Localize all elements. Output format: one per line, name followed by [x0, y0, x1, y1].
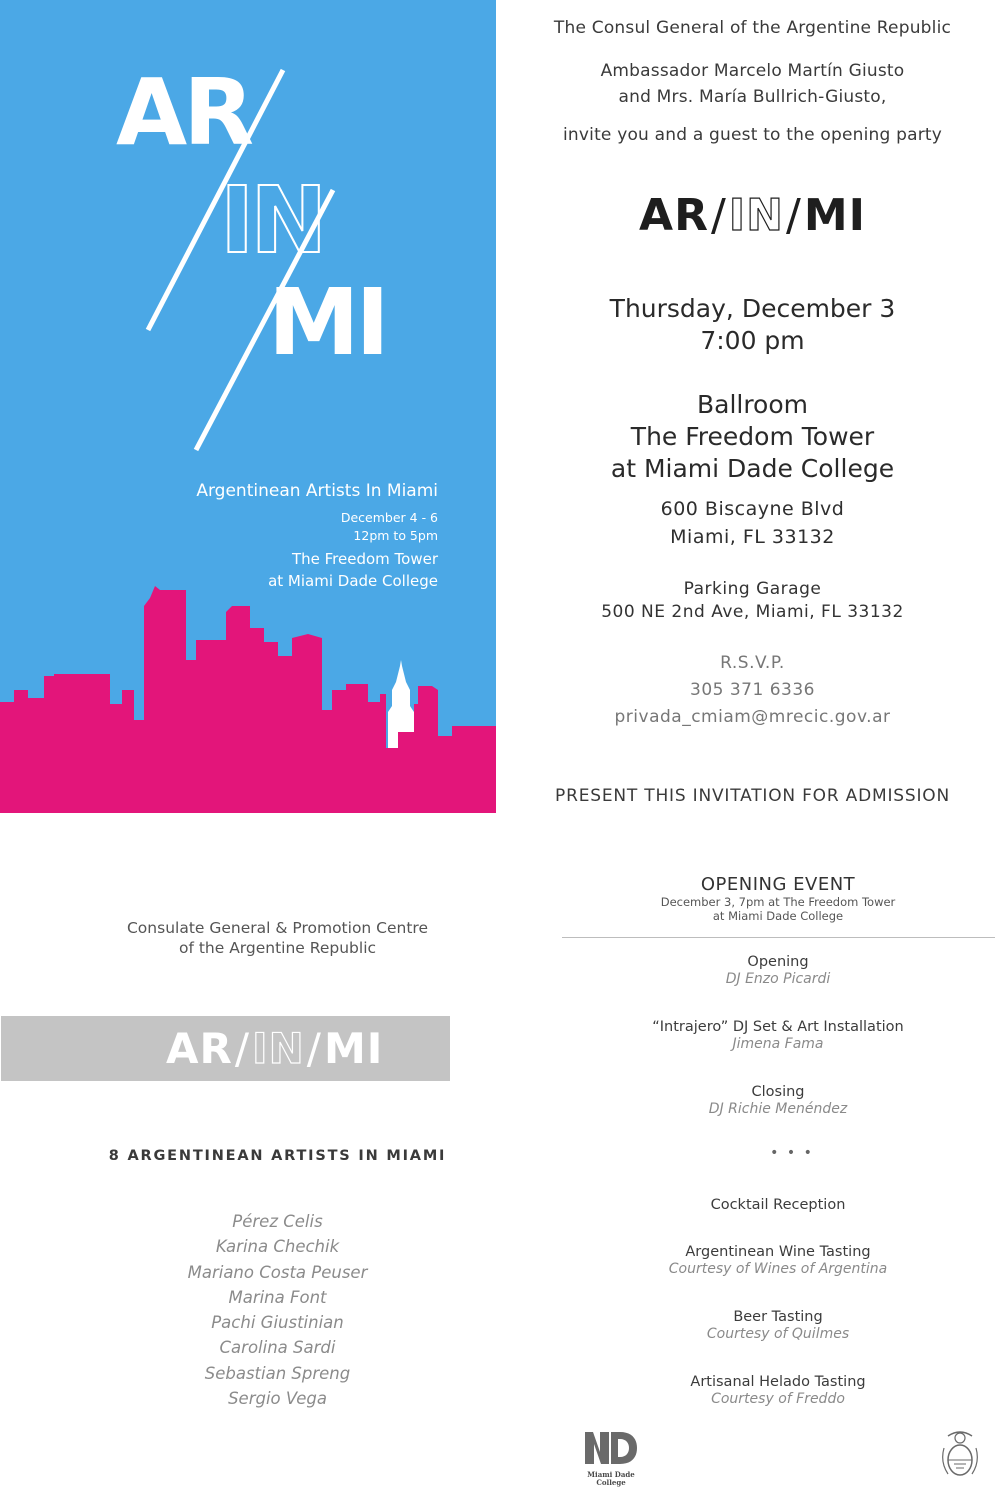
program-subtitle [560, 895, 996, 923]
cover-logo-in: IN [220, 167, 324, 274]
program-divider [562, 937, 995, 938]
invitation-ambassador [505, 58, 1000, 110]
invitation-address-line2: Miami, FL 33132 [670, 526, 835, 548]
rsvp-phone[interactable]: 305 371 6336 [690, 680, 815, 700]
booklet-logo-ar: AR [166, 1024, 233, 1073]
program-item [560, 953, 996, 988]
invitation-rsvp [505, 650, 1000, 731]
artists-list [100, 1209, 455, 1411]
cover-logo-ar: AR [116, 59, 251, 166]
program-subtitle-line2: at Miami Dade College [712, 909, 844, 923]
miami-dade-college-logo [582, 1430, 640, 1486]
invitation-logo [505, 190, 1000, 241]
invitation-parking [505, 578, 1000, 624]
program-item [560, 1018, 996, 1053]
booklet-org-line1: Consulate General & Promotion Centre [126, 919, 429, 937]
invitation-venue [505, 389, 1000, 485]
artist-name: Carolina Sardi [219, 1338, 336, 1358]
argentine-coat-of-arms-icon [940, 1428, 980, 1480]
artist-name: Sergio Vega [228, 1389, 327, 1409]
invitation-invite-line: invite you and a guest to the opening party [562, 125, 943, 145]
invitation-address [505, 495, 1000, 551]
artists-heading: 8 ARGENTINEAN ARTISTS IN MIAMI [108, 1148, 447, 1164]
program-tasting-sub: Courtesy of Freddo [711, 1391, 845, 1407]
cover-hours: 12pm to 5pm [353, 528, 438, 543]
booklet-logo-in: IN [252, 1024, 305, 1073]
cover-art [0, 0, 496, 813]
artist-name: Pachi Giustinian [211, 1313, 344, 1333]
invitation-logo-slash-2: / [785, 190, 802, 241]
program-title: OPENING EVENT [700, 874, 856, 895]
program-item-sub: DJ Enzo Picardi [725, 971, 831, 987]
invitation-logo-in: IN [728, 190, 784, 241]
artist-name: Mariano Costa Peuser [187, 1262, 368, 1282]
program-separator: • • • [770, 1145, 814, 1161]
program-item-sub: DJ Richie Menéndez [708, 1101, 848, 1117]
invitation-logo-slash-1: / [710, 190, 727, 241]
cover-logo-mi: MI [268, 269, 386, 376]
program-reception-title: Cocktail Reception [710, 1197, 846, 1213]
program-tasting-title: Artisanal Helado Tasting [690, 1374, 866, 1390]
program-item-title: Opening [747, 954, 809, 970]
program-item-sub: Jimena Fama [732, 1036, 824, 1052]
invitation-venue-line1: Ballroom [696, 390, 809, 419]
invitation-date-time [505, 293, 1000, 357]
invitation-venue-line3: at Miami Dade College [610, 454, 895, 483]
artist-name: Pérez Celis [232, 1212, 323, 1231]
program-tasting [560, 1308, 996, 1343]
admission-note: PRESENT THIS INVITATION FOR ADMISSION [555, 786, 950, 806]
program-tasting-title: Argentinean Wine Tasting [685, 1244, 871, 1260]
booklet-logo-mi: MI [323, 1024, 384, 1073]
invitation-ambassador-line1: Ambassador Marcelo Martín Giusto [600, 61, 905, 81]
rsvp-label: R.S.V.P. [720, 653, 785, 673]
cover-subtitle: Argentinean Artists In Miami [196, 481, 438, 501]
invitation-logo-ar: AR [639, 190, 709, 241]
program-tasting [560, 1373, 996, 1408]
artist-name: Karina Chechik [215, 1237, 340, 1257]
invitation-ambassador-line2: and Mrs. María Bullrich-Giusto, [618, 87, 887, 107]
mdc-logo-line1: Miami Dade [587, 1470, 635, 1479]
program-item-title: “Intrajero” DJ Set & Art Installation [652, 1019, 904, 1035]
cover-dates: December 4 - 6 [340, 510, 438, 525]
cover-panel [0, 0, 496, 813]
rsvp-email[interactable]: privada_cmiam@mrecic.gov.ar [614, 707, 891, 727]
program-tasting-sub: Courtesy of Wines of Argentina [668, 1261, 888, 1277]
program-subtitle-line1: December 3, 7pm at The Freedom Tower [660, 895, 896, 909]
invitation-parking-address: 500 NE 2nd Ave, Miami, FL 33132 [601, 602, 904, 622]
cover-venue-line2: at Miami Dade College [268, 572, 438, 590]
skyline-silhouette [0, 586, 496, 813]
invitation-date: Thursday, December 3 [609, 294, 896, 323]
invitation-venue-line2: The Freedom Tower [630, 422, 875, 451]
mdc-logo-line2: College [596, 1478, 626, 1487]
booklet-org [100, 918, 455, 958]
invitation-logo-mi: MI [803, 190, 866, 241]
program-item-title: Closing [751, 1084, 805, 1100]
artist-name: Marina Font [228, 1287, 327, 1307]
artist-name: Sebastian Spreng [204, 1363, 351, 1383]
invitation-parking-title: Parking Garage [683, 579, 822, 599]
invitation-time: 7:00 pm [700, 326, 805, 355]
invitation-address-line1: 600 Biscayne Blvd [660, 498, 845, 520]
program-tasting-sub: Courtesy of Quilmes [706, 1326, 850, 1342]
booklet-logo-slash-1: / [234, 1024, 251, 1073]
cover-venue-line1: The Freedom Tower [291, 550, 438, 568]
booklet-logo-slash-2: / [306, 1024, 322, 1073]
program-reception [560, 1196, 996, 1214]
program-tasting [560, 1243, 996, 1278]
booklet-org-line2: of the Argentine Republic [178, 939, 377, 957]
mdc-mark-icon [582, 1430, 640, 1466]
program-item [560, 1083, 996, 1118]
invitation-host-line: The Consul General of the Argentine Republic [553, 18, 952, 38]
booklet-logo-bar [1, 1016, 450, 1081]
program-tasting-title: Beer Tasting [733, 1309, 823, 1325]
